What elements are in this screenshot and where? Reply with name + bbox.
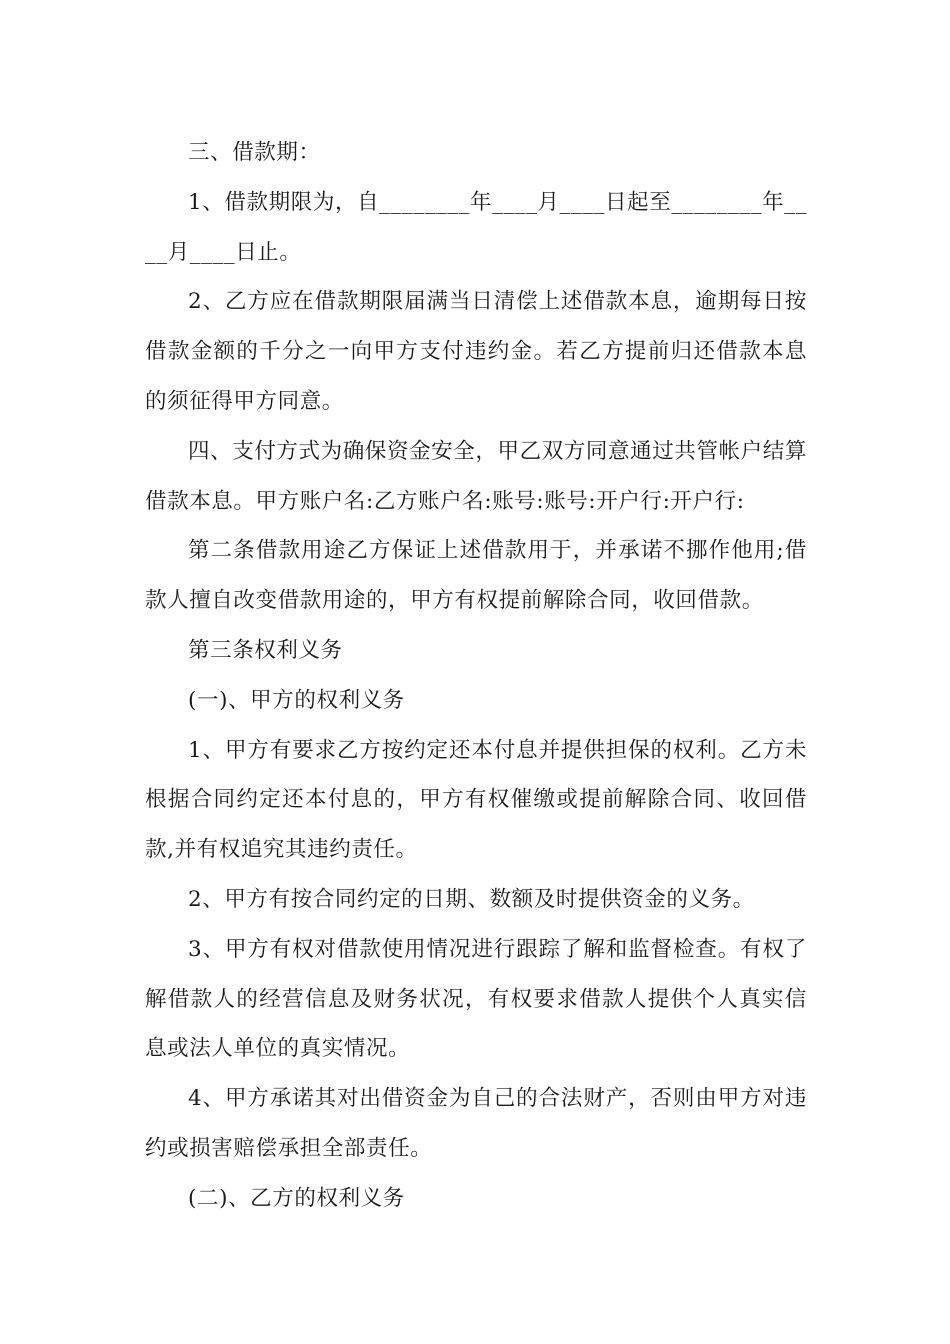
paragraph-loan-term: 1、借款期限为，自________年____月____日起至________年____月____日止。 (145, 189, 807, 265)
section-heading-loan-period: 三、借款期： (188, 140, 321, 165)
paragraph-repayment: 2、乙方应在借款期限届满当日清偿上述借款本息，逾期每日按借款金额的千分之一向甲方支付违约金。若乙方提前归还借款本息的须征得甲方同意。 (145, 289, 807, 414)
paragraph-loan-purpose: 第二条借款用途乙方保证上述借款用于，并承诺不挪作他用;借款人擅自改变借款用途的，甲方有权提前解除合同，收回借款。 (145, 538, 807, 614)
section-heading-rights-obligations: 第三条权利义务 (188, 637, 343, 663)
document-body (145, 128, 807, 1224)
paragraph-payment-method: 四、支付方式为确保资金安全，甲乙双方同意通过共管帐户结算借款本息。甲方账户名:乙方账户名:账号:账号:开户行:开户行: (145, 438, 807, 514)
subsection-heading-party-a: (一)、甲方的权利义务 (188, 687, 405, 713)
paragraph-party-a-item-1: 1、甲方有要求乙方按约定还本付息并提供担保的权利。乙方未根据合同约定还本付息的，甲方有权催缴或提前解除合同、收回借款,并有权追究其违约责任。 (145, 737, 807, 863)
paragraph-party-a-item-2: 2、甲方有按合同约定的日期、数额及时提供资金的义务。 (188, 886, 755, 912)
paragraph-party-a-item-4: 4、甲方承诺其对出借资金为自己的合法财产，否则由甲方对违约或损害赔偿承担全部责任。 (145, 1086, 807, 1161)
subsection-heading-party-b: (二)、乙方的权利义务 (188, 1185, 405, 1211)
paragraph-party-a-item-3: 3、甲方有权对借款使用情况进行跟踪了解和监督检查。有权了解借款人的经营信息及财务状况，有权要求借款人提供个人真实信息或法人单位的真实情况。 (145, 936, 807, 1062)
